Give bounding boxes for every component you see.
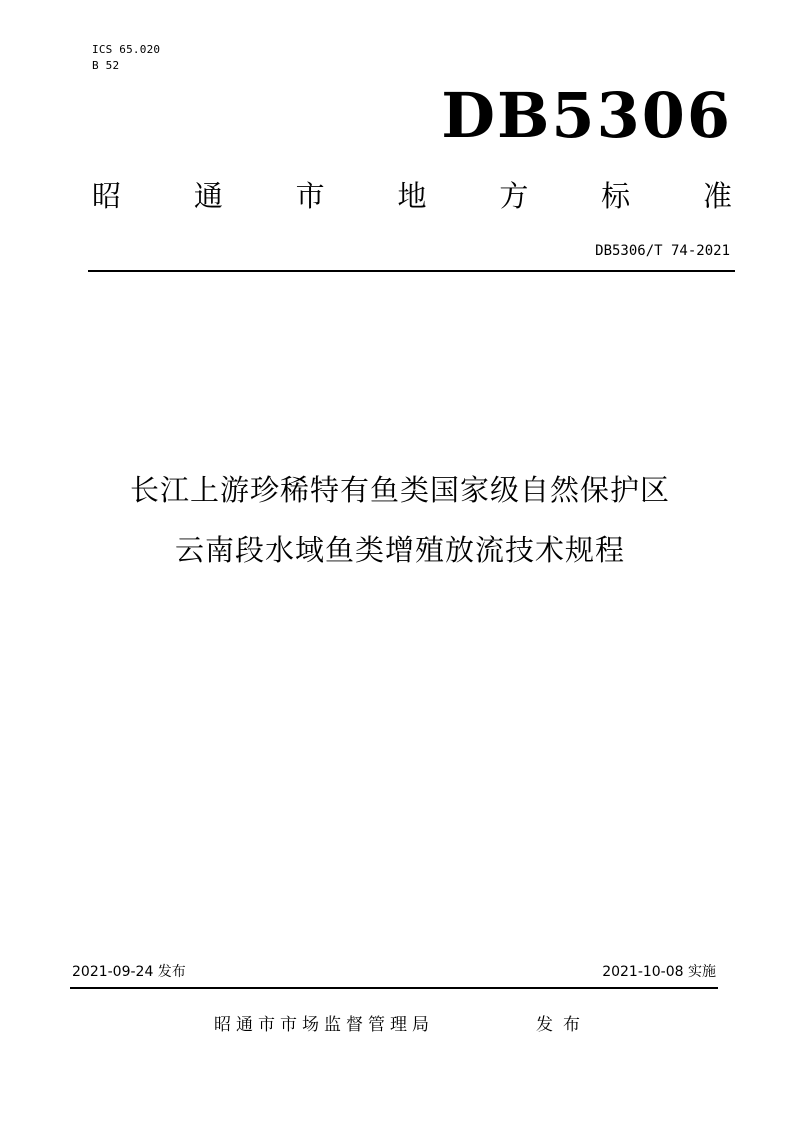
implementation-date: 2021-10-08 实施	[602, 964, 716, 980]
standard-type	[92, 172, 732, 216]
standard-type-char: 市	[295, 178, 325, 213]
document-title-line-1: 长江上游珍稀特有鱼类国家级自然保护区	[129, 473, 670, 507]
standard-type-char: 昭	[92, 178, 122, 213]
ics-code: ICS 65.020	[92, 43, 161, 56]
standard-type-char: 方	[499, 178, 529, 213]
standard-type-char: 地	[397, 178, 427, 213]
standard-type-char: 准	[702, 178, 732, 213]
issue-date: 2021-09-24 发布	[72, 964, 186, 980]
ccs-code: B 52	[92, 59, 120, 72]
issuing-authority: 昭通市市场监督管理局	[214, 1015, 434, 1035]
footer-divider	[70, 987, 718, 989]
standard-number: DB5306/T 74-2021	[595, 243, 730, 259]
document-title-line-2: 云南段水域鱼类增殖放流技术规程	[174, 533, 625, 567]
standard-type-char: 标	[601, 178, 631, 213]
header-divider	[88, 270, 735, 272]
classification-codes	[92, 42, 160, 74]
standard-code: DB5306	[441, 79, 732, 152]
publish-label: 发布	[536, 1015, 590, 1035]
standard-type-char: 通	[193, 178, 223, 213]
